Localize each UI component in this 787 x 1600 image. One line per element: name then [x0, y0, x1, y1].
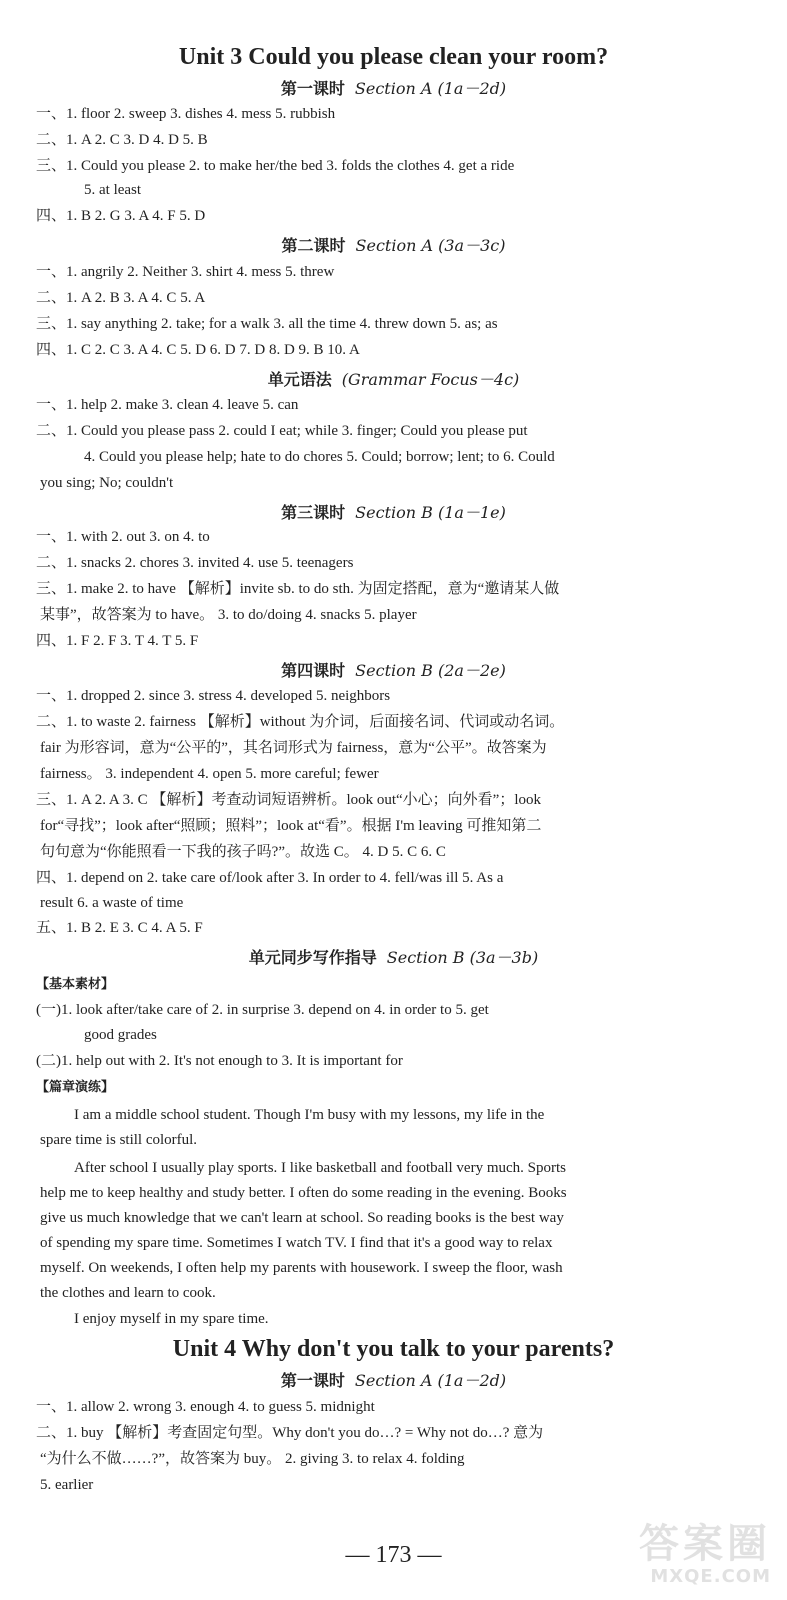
lesson-title: 第四课时	[281, 661, 346, 680]
answer-line: 三、1. say anything 2. take; for a walk 3. all the time 4. threw down 5. as; as	[36, 316, 498, 332]
watermark-text: 答案圈	[639, 1521, 771, 1567]
lesson-section: Section A (1a－2d)	[354, 1371, 507, 1390]
answer-line: 四、1. B 2. G 3. A 4. F 5. D	[36, 208, 206, 224]
answer-line: 四、1. depend on 2. take care of/look after 3. In order to 4. fell/was ill 5. As a	[36, 870, 504, 886]
lesson-title: 单元同步写作指导	[248, 948, 377, 967]
answer-line: 二、1. buy 【解析】考查固定句型。Why don't you do…? = Why not do…? 意为	[36, 1425, 544, 1441]
lesson-section: Section A (1a－2d)	[354, 79, 507, 98]
unit4-lesson1-heading	[0, 1368, 787, 1391]
lesson-title: 第二课时	[281, 236, 346, 255]
answer-line: good grades	[84, 1027, 157, 1043]
answer-line: 一、1. with 2. out 3. on 4. to	[36, 529, 210, 545]
answer-line: 二、1. A 2. C 3. D 4. D 5. B	[36, 132, 208, 148]
answer-line: 二、1. snacks 2. chores 3. invited 4. use 5. teenagers	[36, 555, 354, 571]
answer-line: fair 为形容词，意为“公平的”，其名词形式为 fairness，意为“公平”。故答案为	[40, 740, 547, 756]
essay-line: myself. On weekends, I often help my parents with housework. I sweep the floor, wash	[40, 1260, 563, 1276]
lesson-title: 单元语法	[267, 370, 332, 389]
essay-line: of spending my spare time. Sometimes I watch TV. I find that it's a good way to relax	[40, 1235, 553, 1251]
unit3-lesson4-heading	[0, 658, 787, 681]
answer-line: 某事”，故答案为 to have。 3. to do/doing 4. snacks 5. player	[40, 607, 417, 623]
answer-line: 二、1. to waste 2. fairness 【解析】without 为介词，后面接名词、代词或动名词。	[36, 714, 565, 730]
unit3-lesson2-heading	[0, 233, 787, 256]
answer-line: fairness。 3. independent 4. open 5. more careful; fewer	[40, 766, 379, 782]
lesson-section: Section B (1a－1e)	[355, 503, 506, 522]
subheading-basic-materials: 【基本素材】	[36, 977, 115, 992]
answer-line: 5. at least	[84, 182, 142, 198]
answer-line: 4. Could you please help; hate to do chores 5. Could; borrow; lent; to 6. Could	[84, 449, 555, 465]
essay-line: I am a middle school student. Though I'm busy with my lessons, my life in the	[74, 1107, 545, 1123]
lesson-section: Section B (3a－3b)	[386, 948, 539, 967]
answer-line: 三、1. make 2. to have 【解析】invite sb. to do sth. 为固定搭配，意为“邀请某人做	[36, 581, 560, 597]
unit3-lesson3-heading	[0, 500, 787, 523]
answer-line: 一、1. allow 2. wrong 3. enough 4. to guess 5. midnight	[36, 1399, 375, 1415]
lesson-section: (Grammar Focus－4c)	[341, 370, 520, 389]
subheading-essay-practice: 【篇章演练】	[36, 1080, 115, 1095]
answer-line: for“寻找”；look after“照顾；照料”；look at“看”。根据 I'm leaving 可推知第二	[40, 818, 542, 834]
lesson-section: Section B (2a－2e)	[355, 661, 506, 680]
lesson-section: Section A (3a－3c)	[355, 236, 506, 255]
unit3-title: Unit 3 Could you please clean your room?	[178, 44, 609, 70]
answer-line: (二)1. help out with 2. It's not enough to 3. It is important for	[36, 1053, 403, 1069]
answer-line: “为什么不做……?”，故答案为 buy。 2. giving 3. to relax 4. folding	[40, 1451, 465, 1467]
answer-line: 一、1. floor 2. sweep 3. dishes 4. mess 5. rubbish	[36, 106, 336, 122]
answer-line: 一、1. angrily 2. Neither 3. shirt 4. mess 5. threw	[36, 264, 335, 280]
answer-line: 五、1. B 2. E 3. C 4. A 5. F	[36, 920, 203, 936]
lesson-title: 第三课时	[281, 503, 346, 522]
answer-line: result 6. a waste of time	[40, 895, 184, 911]
lesson-title: 第一课时	[280, 79, 345, 98]
answer-line: 句句意为“你能照看一下我的孩子吗?”。故选 C。 4. D 5. C 6. C	[40, 844, 446, 860]
watermark-url: MXQE.COM	[650, 1566, 771, 1587]
page-number: — 173 —	[345, 1542, 442, 1568]
answer-line: 5. earlier	[40, 1477, 94, 1493]
answer-line: 三、1. Could you please 2. to make her/the bed 3. folds the clothes 4. get a ride	[36, 158, 515, 174]
answer-line: 四、1. C 2. C 3. A 4. C 5. D 6. D 7. D 8. D 9. B 10. A	[36, 342, 360, 358]
essay-line: After school I usually play sports. I like basketball and football very much. Sports	[74, 1160, 566, 1176]
unit3-writing-heading	[0, 945, 787, 968]
essay-line: give us much knowledge that we can't learn at school. So reading books is the best way	[40, 1210, 564, 1226]
essay-line: help me to keep healthy and study better. I often do some reading in the evening. Books	[40, 1185, 567, 1201]
answer-line: 四、1. F 2. F 3. T 4. T 5. F	[36, 633, 199, 649]
answer-line: 二、1. A 2. B 3. A 4. C 5. A	[36, 290, 206, 306]
essay-line: I enjoy myself in my spare time.	[74, 1311, 269, 1327]
answer-line: 一、1. dropped 2. since 3. stress 4. developed 5. neighbors	[36, 688, 391, 704]
answer-line: 二、1. Could you please pass 2. could I eat; while 3. finger; Could you please put	[36, 423, 528, 439]
essay-line: the clothes and learn to cook.	[40, 1285, 216, 1301]
answer-line: you sing; No; couldn't	[40, 475, 174, 491]
unit3-lesson1-heading	[0, 76, 787, 99]
unit4-title: Unit 4 Why don't you talk to your parents?	[172, 1336, 615, 1362]
answer-line: 一、1. help 2. make 3. clean 4. leave 5. can	[36, 397, 299, 413]
answer-line: (一)1. look after/take care of 2. in surprise 3. depend on 4. in order to 5. get	[36, 1002, 489, 1018]
lesson-title: 第一课时	[280, 1371, 345, 1390]
answer-line: 三、1. A 2. A 3. C 【解析】考查动词短语辨析。look out“小心；向外看”；look	[36, 792, 542, 808]
essay-line: spare time is still colorful.	[40, 1132, 198, 1148]
unit3-grammar-heading	[0, 367, 787, 390]
